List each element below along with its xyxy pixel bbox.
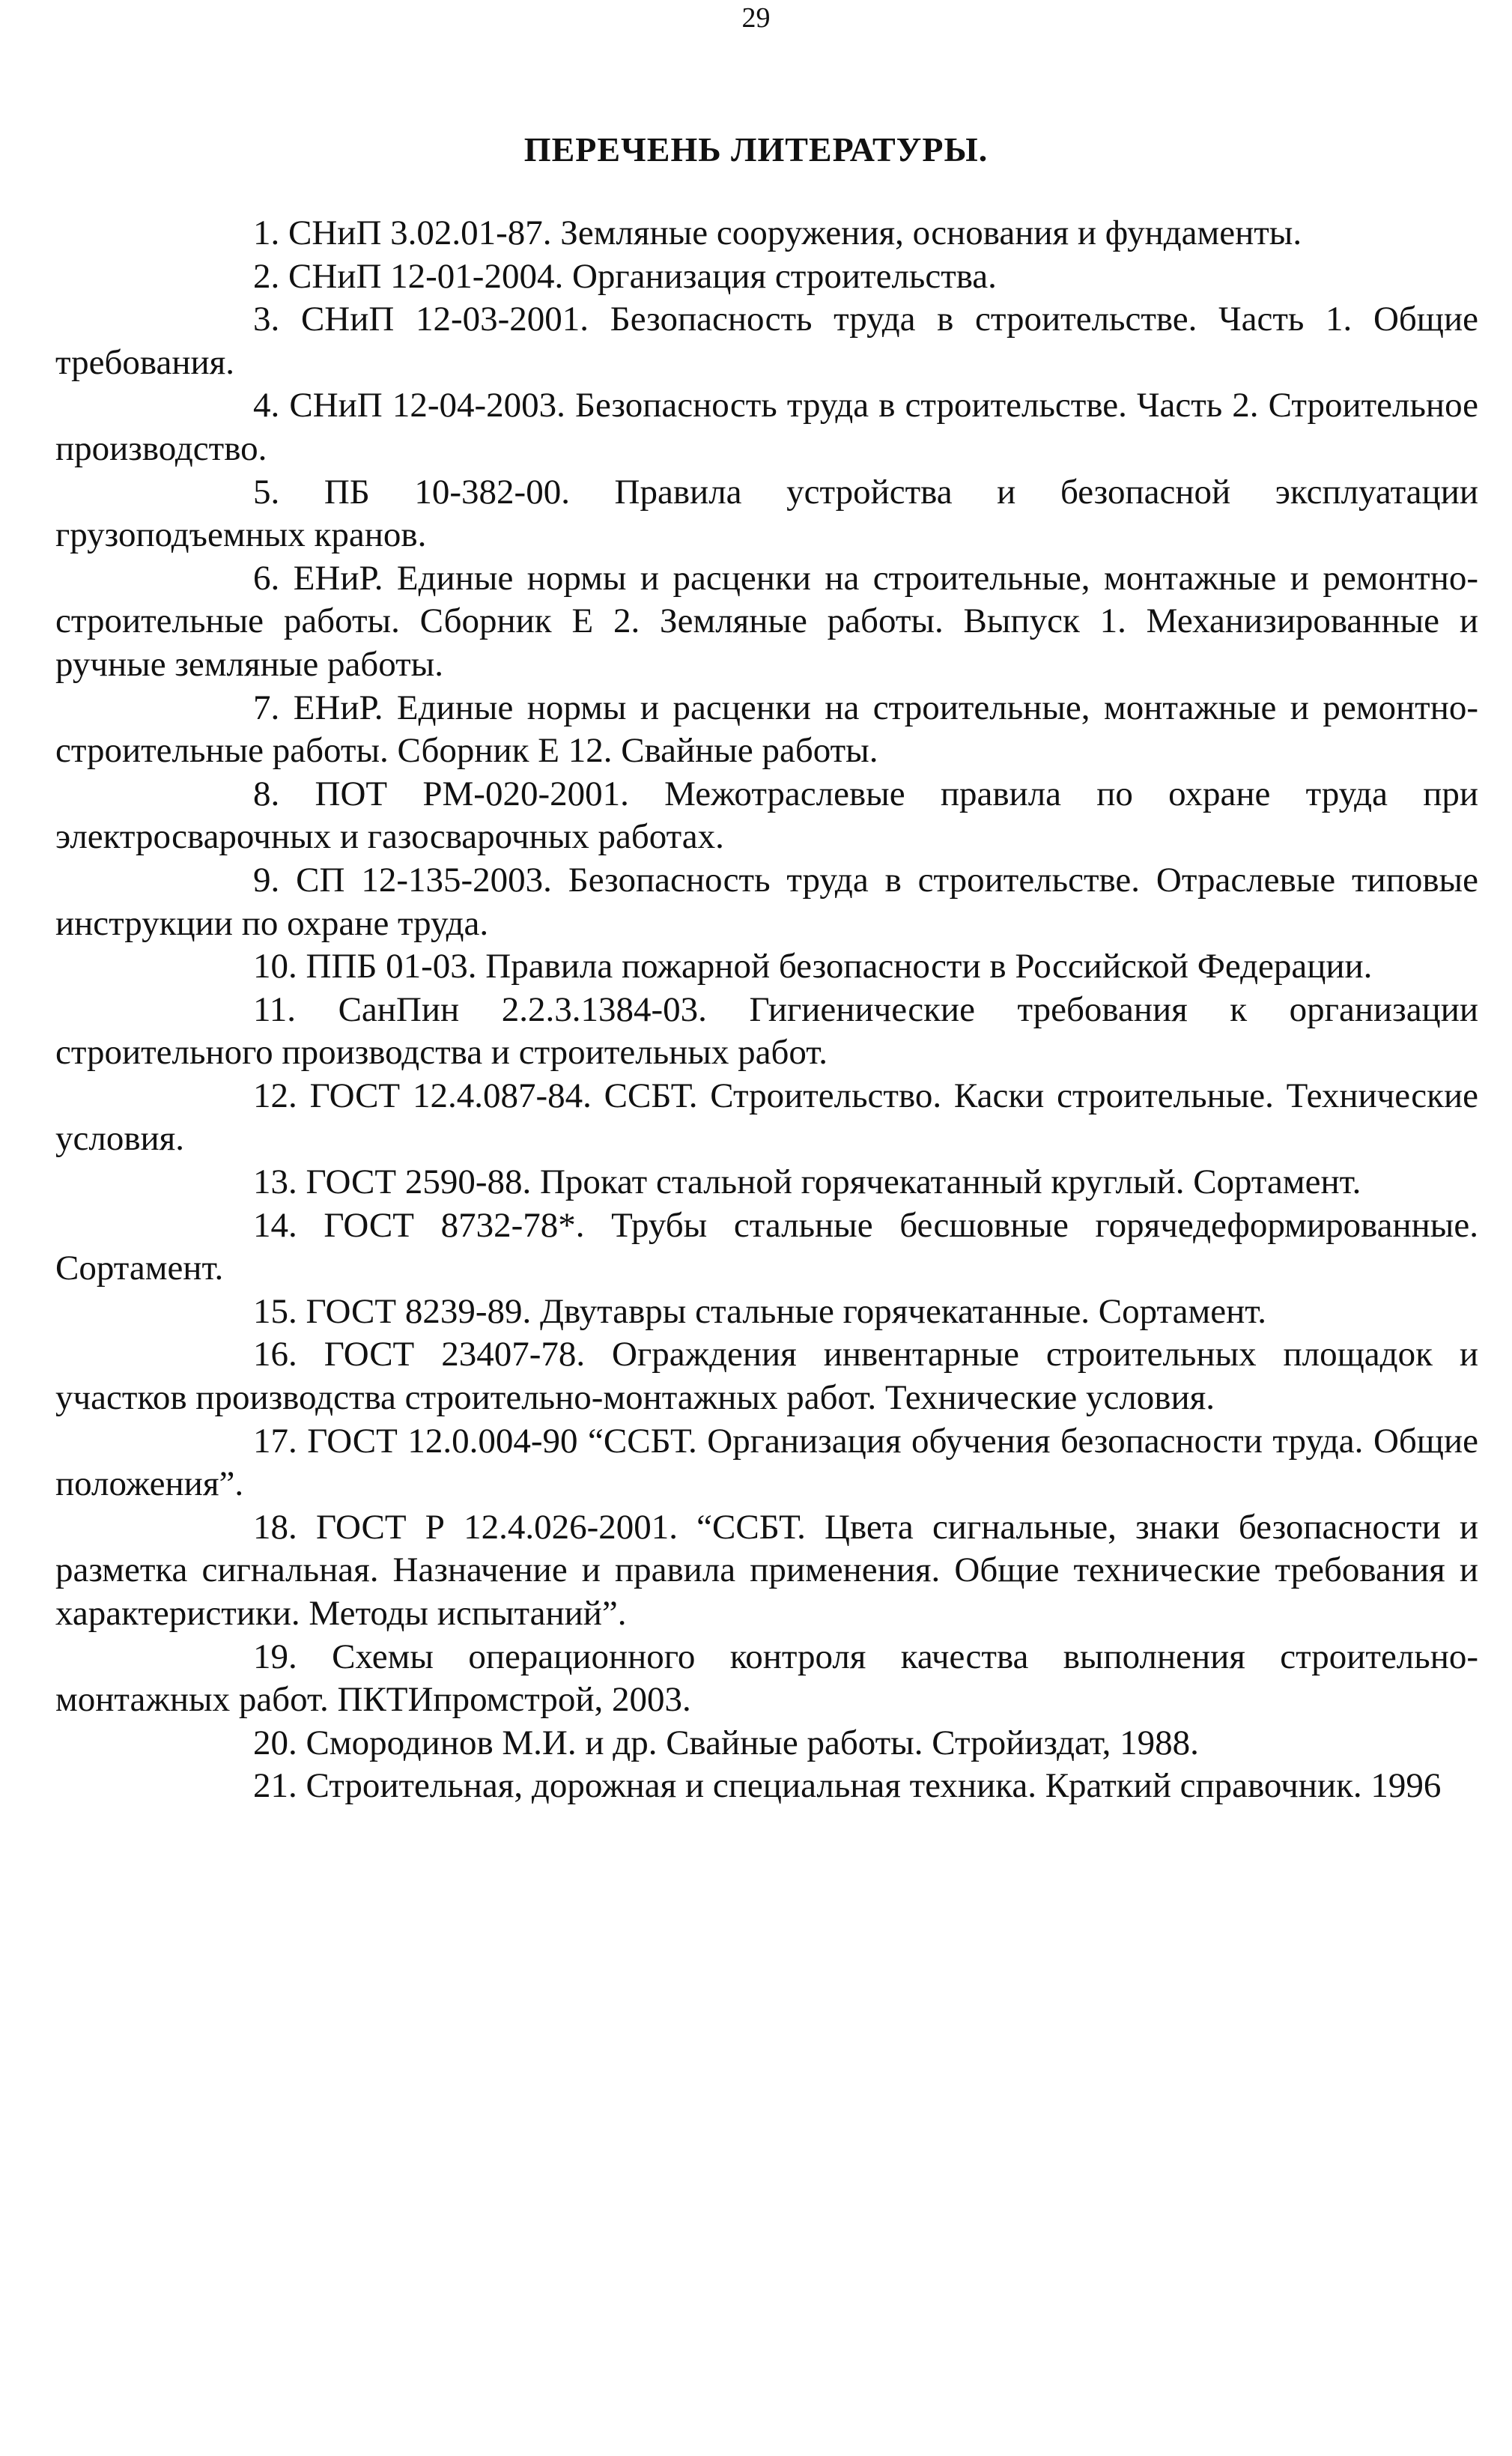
reference-text: ГОСТ 2590-88. Прокат стальной горячекатанный круглый. Сортамент.: [306, 1162, 1361, 1202]
reference-number: 15.: [253, 1291, 297, 1331]
page-title: ПЕРЕЧЕНЬ ЛИТЕРАТУРЫ.: [523, 130, 989, 169]
reference-item: [55, 212, 1478, 255]
reference-number: 7.: [253, 688, 280, 727]
reference-text: СНиП 12-04-2003. Безопасность труда в строительстве. Часть 2. Строительное производство.: [55, 386, 1479, 468]
reference-item: [55, 1765, 1478, 1808]
reference-item: [55, 773, 1478, 859]
reference-number: 3.: [253, 300, 280, 339]
reference-text: Схемы операционного контроля качества выполнения строительно-монтажных работ. ПКТИпромстрой, 2003.: [55, 1637, 1478, 1720]
reference-text: ЕНиР. Единые нормы и расценки на строительные, монтажные и ремонтно-строительные работы. Сборник Е 12. Свайные работы.: [55, 688, 1478, 771]
reference-number: 18.: [253, 1507, 297, 1547]
reference-item: [55, 945, 1478, 989]
reference-number: 11.: [253, 989, 297, 1029]
reference-text: ГОСТ 8239-89. Двутавры стальные горячекатанные. Сортамент.: [306, 1291, 1267, 1331]
reference-number: 6.: [253, 558, 280, 598]
reference-number: 17.: [253, 1421, 297, 1461]
reference-number: 10.: [253, 947, 297, 986]
reference-number: 9.: [253, 860, 280, 900]
reference-number: 19.: [253, 1637, 297, 1676]
reference-number: 1.: [253, 213, 280, 252]
reference-item: [55, 1506, 1478, 1636]
reference-number: 8.: [253, 774, 280, 813]
reference-number: 16.: [253, 1335, 297, 1374]
reference-item: [55, 471, 1478, 557]
reference-number: 14.: [253, 1205, 297, 1245]
reference-number: 5.: [253, 472, 280, 512]
reference-text: ГОСТ Р 12.4.026-2001. “ССБТ. Цвета сигнальные, знаки безопасности и разметка сигнальная. Назначение и правила применения. Общие технические требования и характеристики. Методы испытаний”.: [55, 1507, 1478, 1633]
reference-item: [55, 1161, 1478, 1204]
reference-item: [55, 1420, 1478, 1506]
reference-item: [55, 557, 1478, 687]
reference-item: [55, 989, 1478, 1075]
reference-item: [55, 255, 1478, 299]
reference-item: [55, 1333, 1478, 1419]
reference-item: [55, 298, 1478, 384]
reference-item: [55, 1204, 1478, 1291]
reference-item: [55, 384, 1478, 470]
reference-number: 2.: [253, 256, 280, 296]
reference-number: 21.: [253, 1766, 297, 1806]
reference-text: ЕНиР. Единые нормы и расценки на строительные, монтажные и ремонтно-строительные работы. Сборник Е 2. Земляные работы. Выпуск 1. Механизированные и ручные земляные работы.: [55, 558, 1478, 684]
reference-text: СНиП 12-03-2001. Безопасность труда в строительстве. Часть 1. Общие требования.: [55, 300, 1478, 382]
reference-item: [55, 859, 1478, 945]
reference-text: ГОСТ 12.4.087-84. ССБТ. Строительство. Каски строительные. Технические условия.: [55, 1076, 1479, 1159]
reference-item: [55, 687, 1478, 773]
reference-text: ПБ 10-382-00. Правила устройства и безопасной эксплуатации грузоподъемных кранов.: [55, 472, 1479, 555]
reference-item: [55, 1722, 1478, 1765]
reference-text: СанПин 2.2.3.1384-03. Гигиенические требования к организации строительного производства и строительных работ.: [55, 989, 1479, 1073]
reference-number: 12.: [253, 1076, 297, 1115]
reference-text: ГОСТ 23407-78. Ограждения инвентарные строительных площадок и участков производства строительно-монтажных работ. Технические условия.: [55, 1335, 1479, 1418]
reference-list: [55, 212, 1478, 1808]
reference-number: 13.: [253, 1162, 297, 1202]
reference-text: СНиП 12-01-2004. Организация строительства.: [288, 256, 997, 296]
reference-item: [55, 1291, 1478, 1334]
reference-text: ГОСТ 8732-78*. Трубы стальные бесшовные горячедеформированные. Сортамент.: [55, 1205, 1478, 1288]
reference-text: СП 12-135-2003. Безопасность труда в строительстве. Отраслевые типовые инструкции по охране труда.: [55, 860, 1478, 943]
reference-text: СНиП 3.02.01-87. Земляные сооружения, основания и фундаменты.: [288, 213, 1302, 252]
reference-text: ГОСТ 12.0.004-90 “ССБТ. Организация обучения безопасности труда. Общие положения”.: [55, 1421, 1479, 1504]
reference-text: Смородинов М.И. и др. Свайные работы. Стройиздат, 1988.: [306, 1723, 1199, 1762]
reference-number: 4.: [253, 386, 280, 425]
reference-text: ППБ 01-03. Правила пожарной безопасности в Российской Федерации.: [306, 947, 1373, 986]
reference-item: [55, 1636, 1478, 1722]
page-number: 29: [741, 2, 771, 34]
reference-item: [55, 1075, 1478, 1161]
reference-number: 20.: [253, 1723, 297, 1762]
reference-text: ПОТ РМ-020-2001. Межотраслевые правила по охране труда при электросварочных и газосварочных работах.: [55, 774, 1479, 857]
reference-text: Строительная, дорожная и специальная техника. Краткий справочник. 1996: [306, 1766, 1442, 1806]
